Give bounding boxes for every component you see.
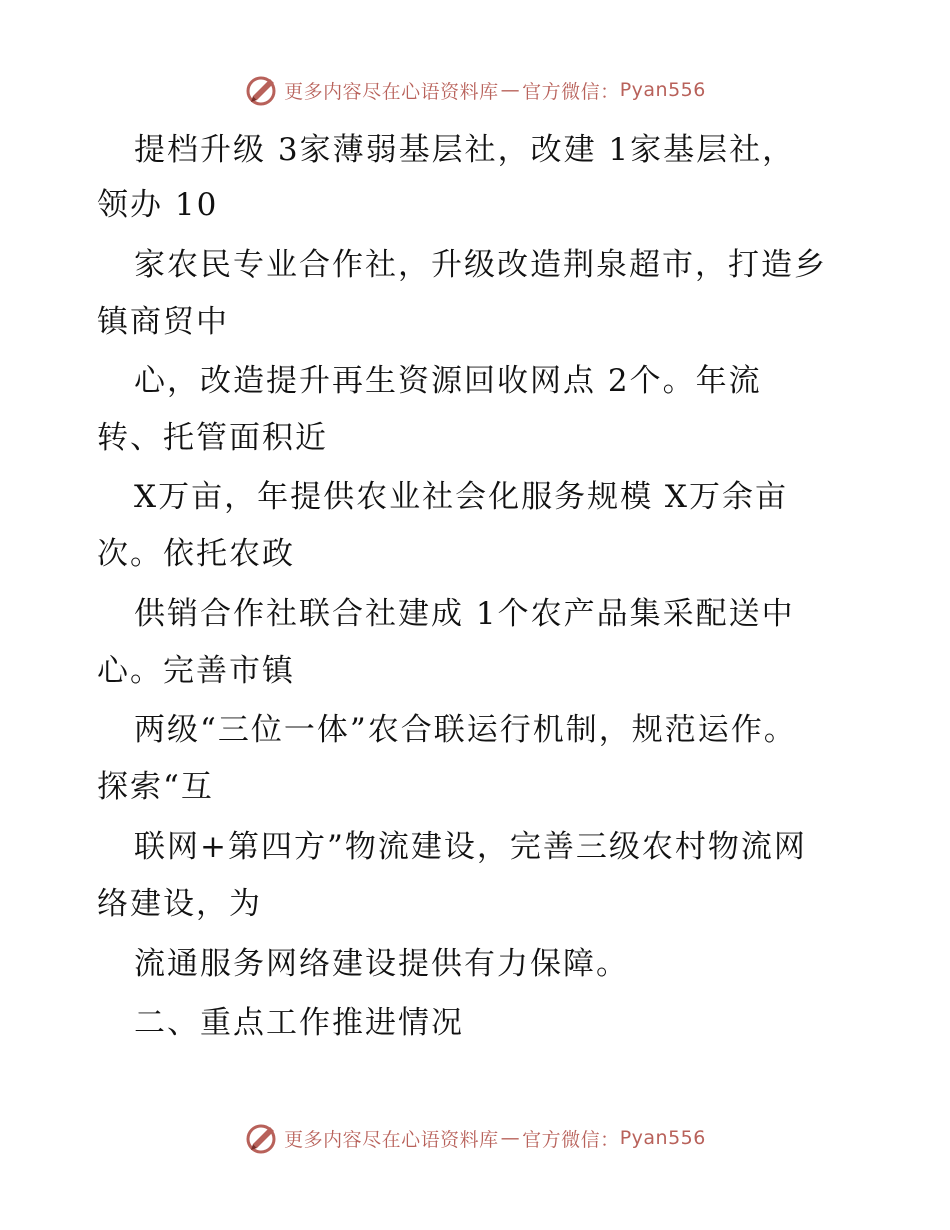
body-line-15: 流通服务网络建设提供有力保障。 <box>134 946 629 982</box>
body-line-14: 络建设，为 <box>97 886 262 922</box>
banner-wechat-id: Pyan556 <box>619 1127 706 1149</box>
banner-wechat-id: Pyan556 <box>619 79 706 101</box>
banner-text: 更多内容尽在心语资料库 <box>284 1128 499 1151</box>
body-line-11: 两级“三位一体”农合联运行机制，规范运作。 <box>134 712 797 748</box>
banner-text: 更多内容尽在心语资料库 <box>284 80 499 103</box>
header-watermark-banner <box>0 70 950 110</box>
body-line-2: 领办 10 <box>97 187 219 223</box>
body-line-6: 转、托管面积近 <box>97 420 328 456</box>
pen-logo-icon <box>244 1120 280 1156</box>
body-line-9: 供销合作社联合社建成 1个农产品集采配送中 <box>134 596 795 632</box>
body-line-4: 镇商贸中 <box>97 304 229 340</box>
body-line-13: 联网+第四方”物流建设，完善三级农村物流网 <box>134 829 807 865</box>
section-heading: 二、重点工作推进情况 <box>134 1005 464 1041</box>
body-line-3: 家农民专业合作社，升级改造荆泉超市，打造乡 <box>134 247 827 283</box>
body-line-7: X万亩，年提供农业社会化服务规模 X万余亩 <box>134 479 788 515</box>
banner-wechat-label: 官方微信： <box>522 80 620 103</box>
body-line-1: 提档升级 3家薄弱基层社，改建 1家基层社， <box>134 132 796 168</box>
pen-logo-icon <box>244 72 280 108</box>
banner-wechat-label: 官方微信： <box>522 1128 620 1151</box>
body-line-10: 心。完善市镇 <box>97 653 295 689</box>
footer-watermark-banner <box>0 1118 950 1158</box>
banner-separator: — <box>500 79 521 101</box>
body-line-5: 心，改造提升再生资源回收网点 2个。年流 <box>134 363 762 399</box>
banner-separator: — <box>500 1127 521 1149</box>
body-line-12: 探索“互 <box>97 769 214 805</box>
body-line-8: 次。依托农政 <box>97 536 295 572</box>
